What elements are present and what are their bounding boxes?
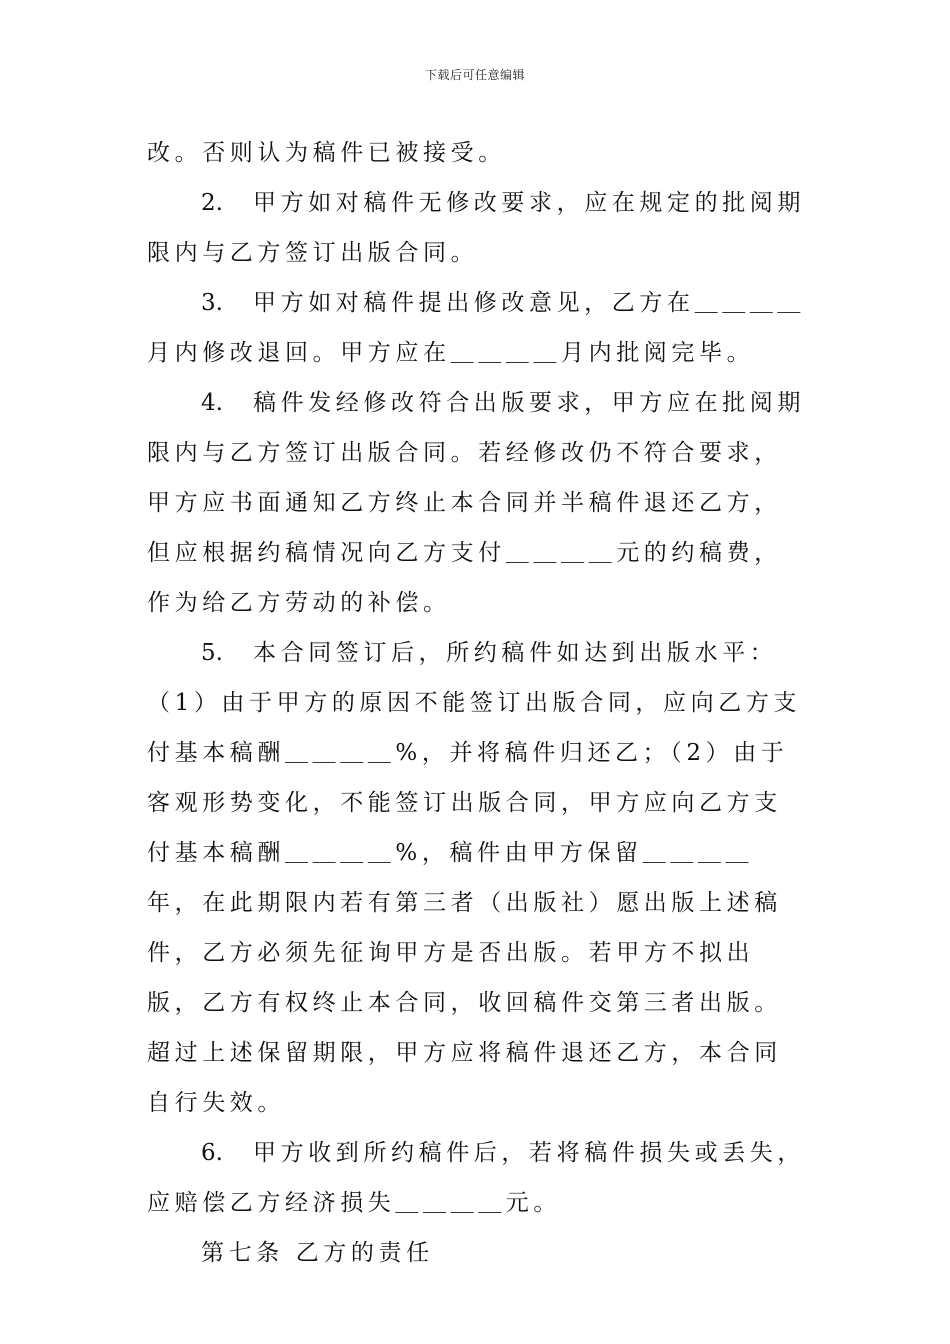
clause-text: 本合同签订后，所约稿件如达到出版水平：（1）由于甲方的原因不能签订出版合同，应向乙方支付基本稿酬＿＿＿＿%，并将稿件归还乙；（2）由于客观形势变化，不能签订出版合同，甲方应向乙方支付基本稿酬＿＿＿＿%，稿件由甲方保留＿＿＿＿年，在此期限内若有第三者（出版社）愿出版上述稿件，乙方必须先征询甲方是否出版。若甲方不拟出版，乙方有权终止本合同，收回稿件交第三者出版。超过上述保留期限，甲方应将稿件退还乙方，本合同自行失效。	[147, 640, 802, 1116]
clause-number: 5.	[201, 640, 223, 666]
clause-2	[147, 178, 807, 278]
clause-number: 3.	[201, 290, 223, 316]
document-body	[147, 128, 807, 1278]
section-heading: 第七条 乙方的责任	[201, 1240, 434, 1266]
clause-4	[147, 378, 807, 628]
clause-text: 稿件发经修改符合出版要求，甲方应在批阅期限内与乙方签订出版合同。若经修改仍不符合要求，甲方应书面通知乙方终止本合同并半稿件退还乙方，但应根据约稿情况向乙方支付＿＿＿＿元的约稿费，作为给乙方劳动的补偿。	[147, 390, 805, 616]
clause-number: 4.	[201, 390, 223, 416]
clause-number: 6.	[201, 1140, 223, 1166]
clause-6	[147, 1128, 807, 1228]
paragraph-continuation	[147, 128, 807, 178]
clause-text: 甲方收到所约稿件后，若将稿件损失或丢失，应赔偿乙方经济损失＿＿＿＿元。	[147, 1140, 805, 1216]
paragraph-text: 改。否则认为稿件已被接受。	[147, 140, 506, 166]
clause-text: 甲方如对稿件提出修改意见，乙方在＿＿＿＿月内修改退回。甲方应在＿＿＿＿月内批阅完毕。	[147, 290, 805, 366]
clause-3	[147, 278, 807, 378]
clause-number: 2.	[201, 190, 223, 216]
clause-text: 甲方如对稿件无修改要求，应在规定的批阅期限内与乙方签订出版合同。	[147, 190, 805, 266]
page-header-note: 下载后可任意编辑	[424, 68, 525, 82]
clause-5	[147, 628, 807, 1128]
